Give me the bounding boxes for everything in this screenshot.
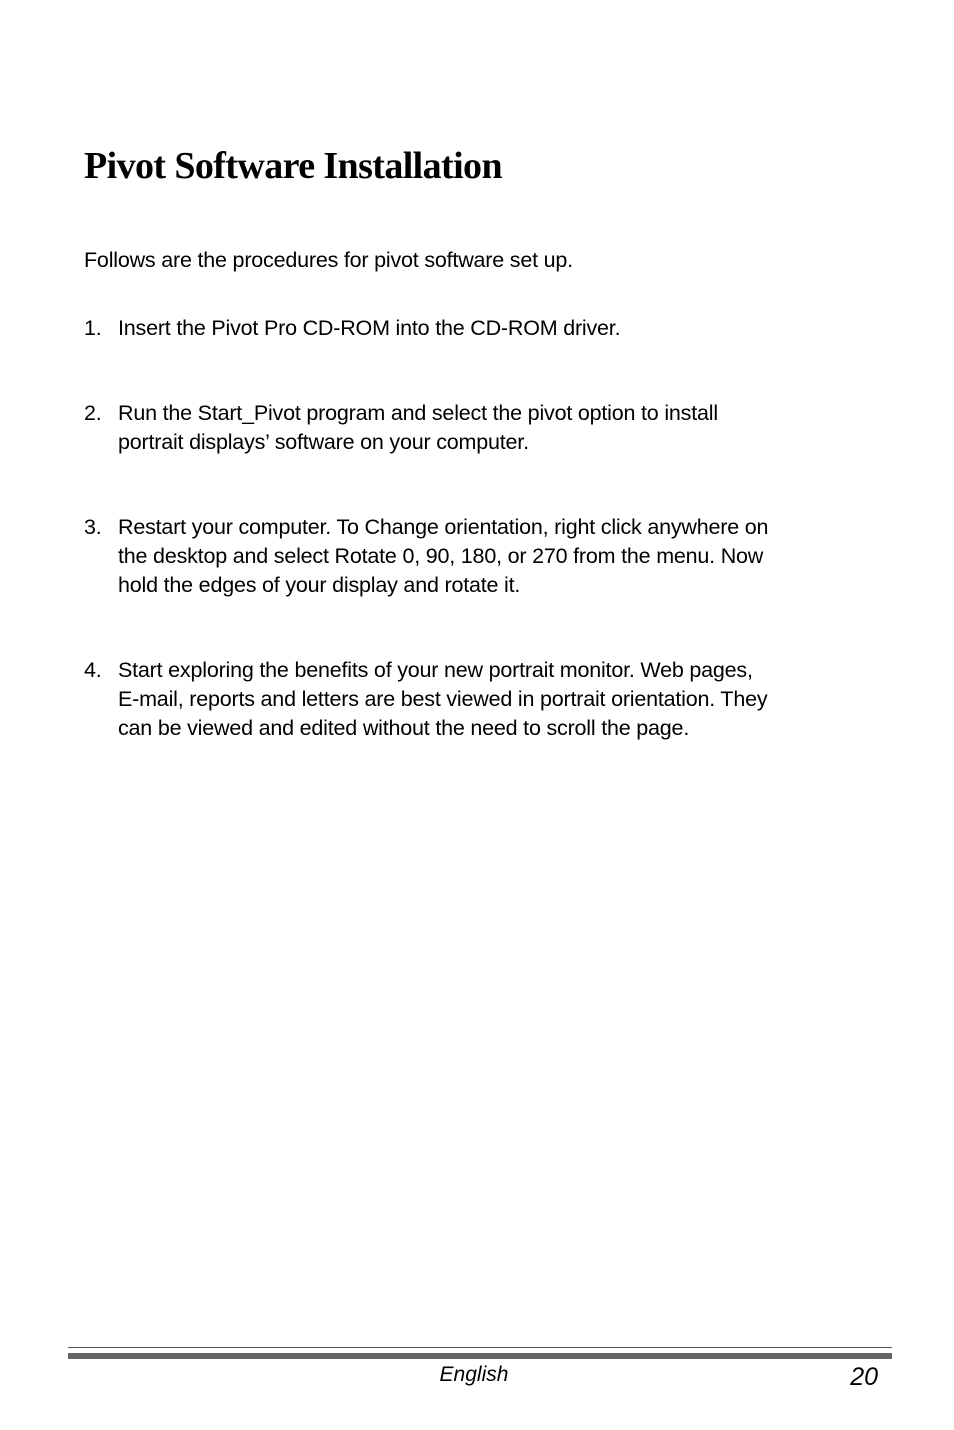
list-item xyxy=(84,513,864,600)
page-title: Pivot Software Installation xyxy=(84,145,502,187)
step-number: 1. xyxy=(84,316,102,340)
footer-divider-thick xyxy=(68,1353,892,1359)
footer-divider-thin xyxy=(68,1347,892,1348)
list-item xyxy=(84,399,864,457)
step-text: Run the Start_Pivot program and select the pivot option to install portrait displays’ software on your computer. xyxy=(118,401,718,454)
step-number: 2. xyxy=(84,401,102,425)
page-number: 20 xyxy=(850,1363,878,1391)
footer-language: English xyxy=(439,1363,509,1386)
step-text: Insert the Pivot Pro CD-ROM into the CD-ROM driver. xyxy=(118,316,621,340)
list-item xyxy=(84,314,864,343)
list-item xyxy=(84,656,864,743)
intro-paragraph: Follows are the procedures for pivot software set up. xyxy=(84,248,573,272)
step-number: 4. xyxy=(84,658,102,682)
step-text: Restart your computer. To Change orientation, right click anywhere on the desktop and select Rotate 0, 90, 180, or 270 from the menu. Now hold the edges of your display and rotate it. xyxy=(118,515,769,597)
step-text: Start exploring the benefits of your new portrait monitor. Web pages, E-mail, reports and letters are best viewed in portrait orientation. They can be viewed and edited without the need to scroll the page. xyxy=(118,658,768,740)
step-number: 3. xyxy=(84,515,102,539)
